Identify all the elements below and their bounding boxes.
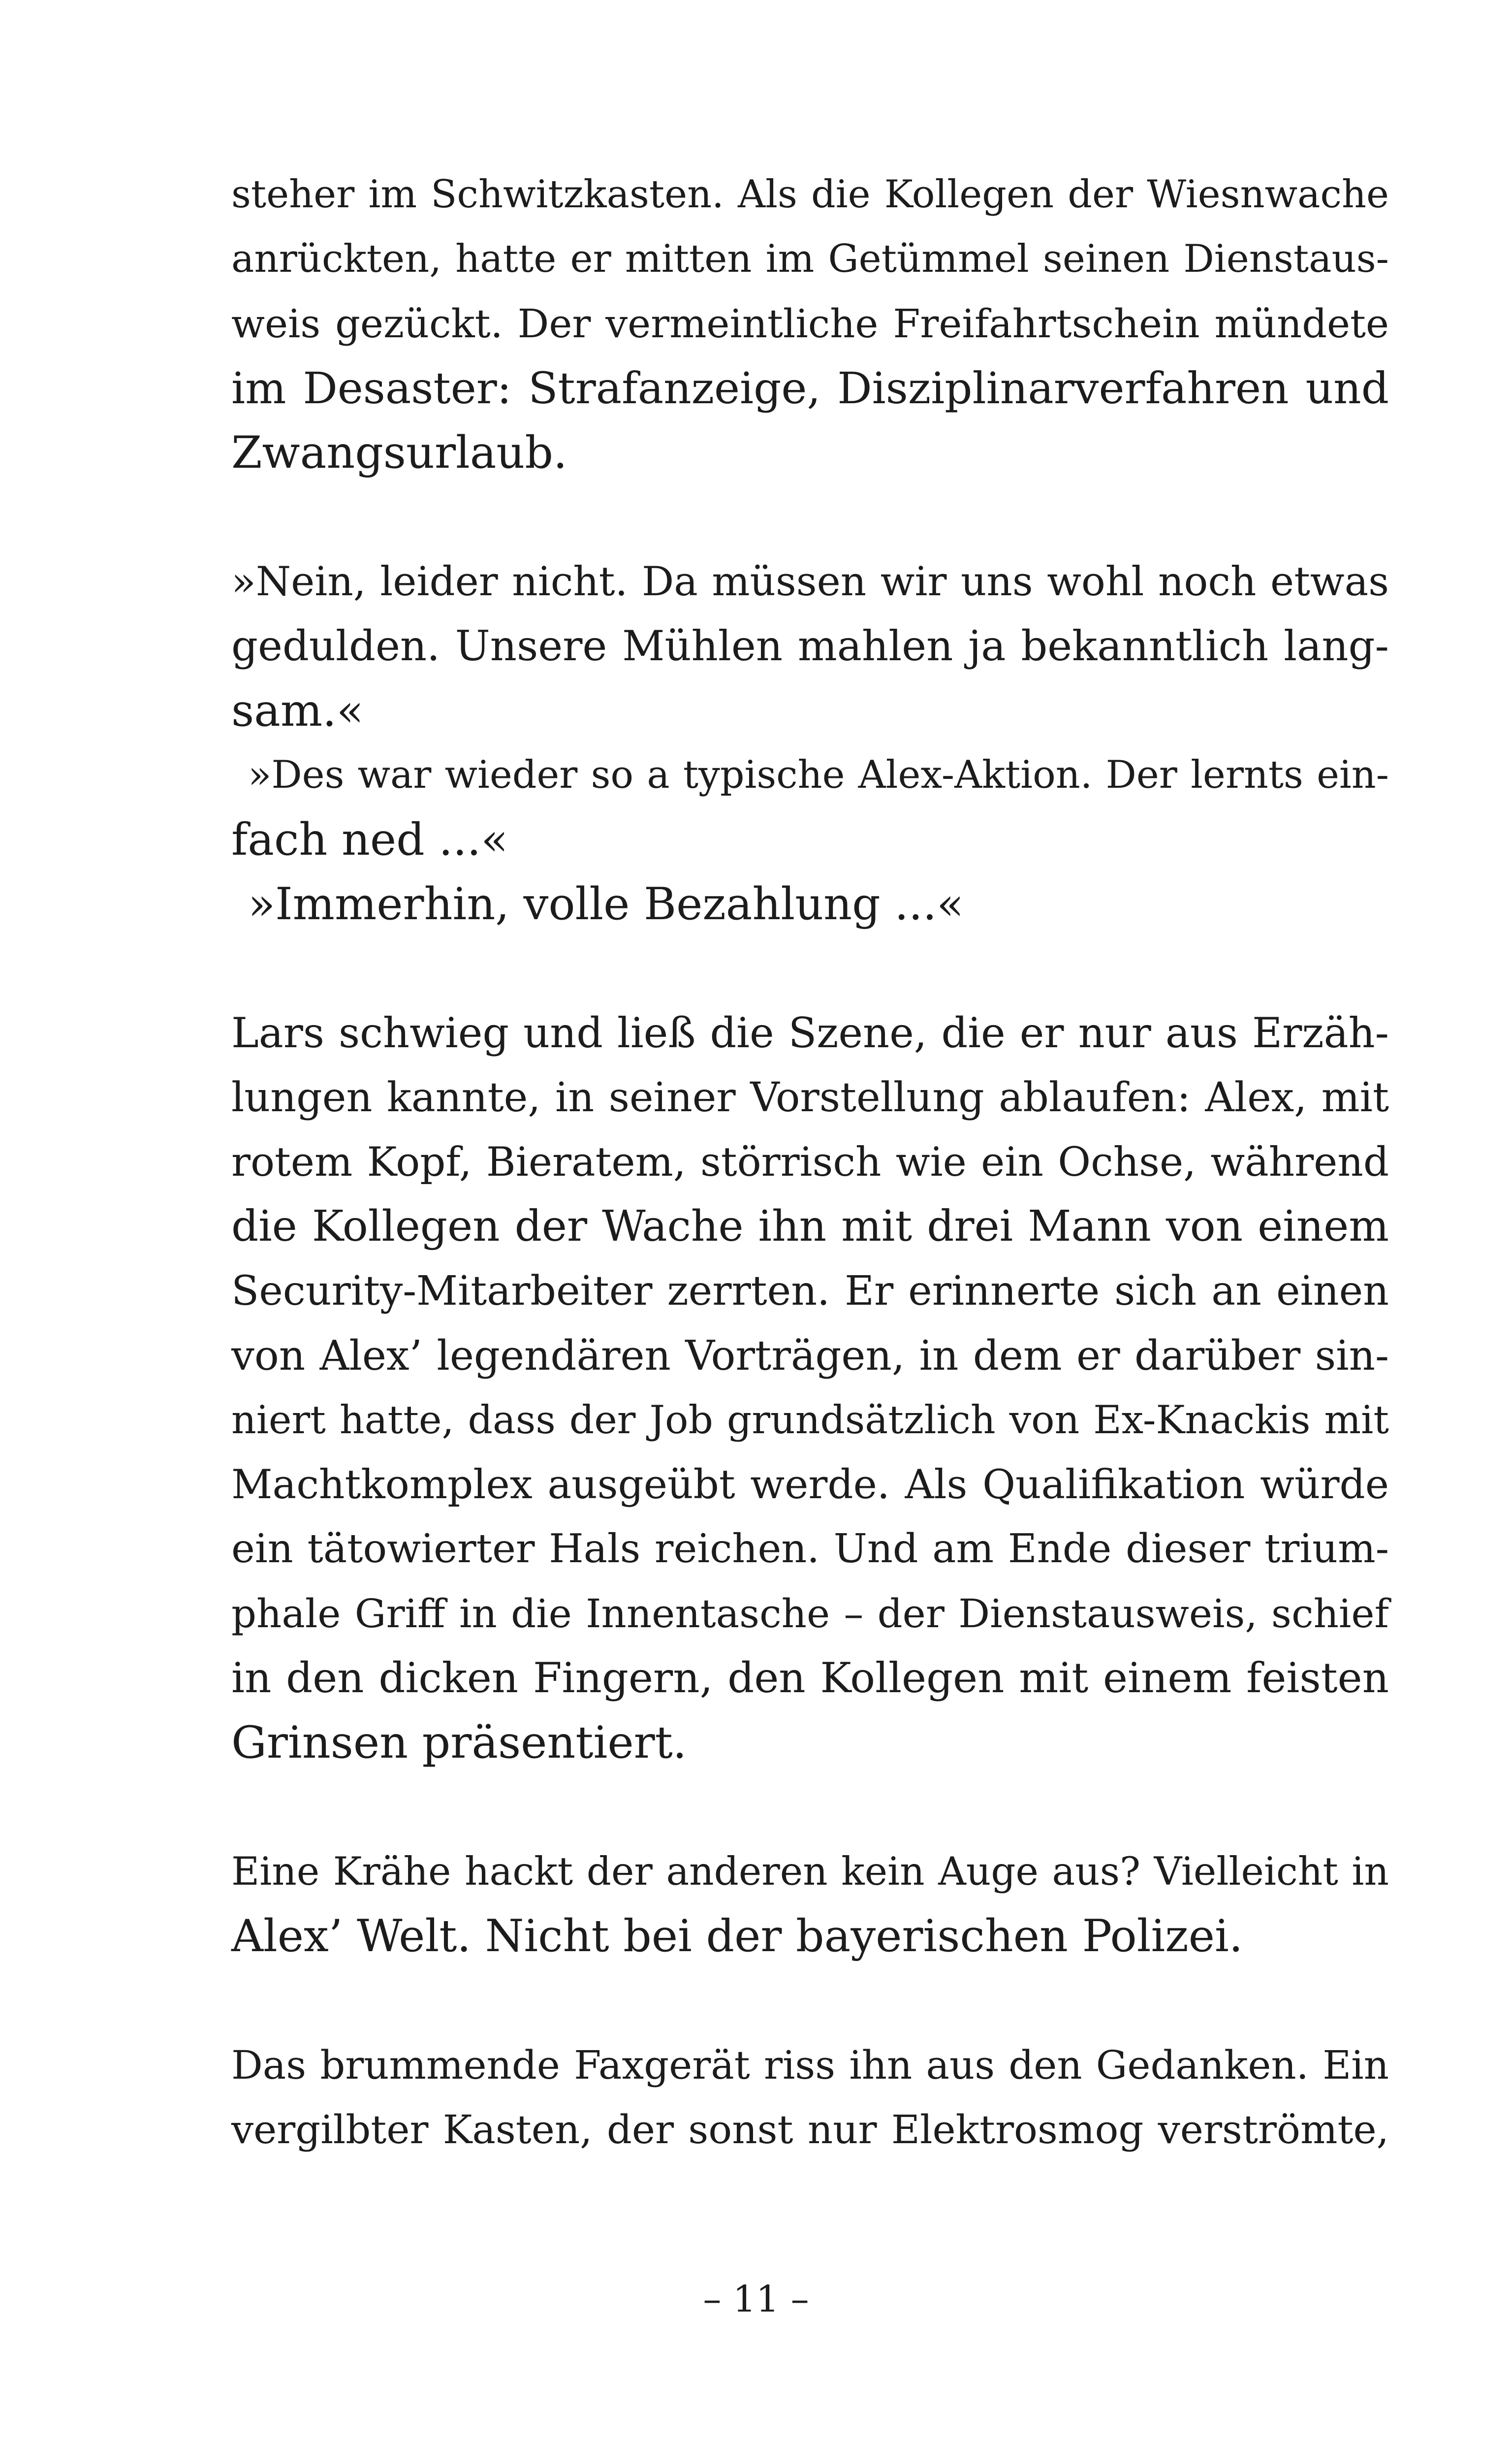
text-line: Lars schwieg und ließ die Szene, die er nur aus Erzäh- xyxy=(231,1009,1389,1057)
text-line: phale Griff in die Innentasche – der Dienstausweis, schief xyxy=(231,1591,1389,1637)
text-line: von Alex’ legendären Vorträgen, in dem er darüber sin- xyxy=(231,1332,1389,1380)
paragraph xyxy=(231,549,1389,936)
text-line: Zwangsurlaub. xyxy=(231,427,567,479)
paragraph xyxy=(231,1839,1389,1968)
paragraph-gap xyxy=(231,485,1389,549)
text-line: die Kollegen der Wache ihn mit drei Mann von einem xyxy=(231,1202,1389,1251)
text-line: »Immerhin, volle Bezahlung ...« xyxy=(248,878,964,930)
paragraph xyxy=(231,1001,1389,1775)
text-line: im Desaster: Strafanzeige, Disziplinarverfahren und xyxy=(231,363,1389,414)
text-line: fach ned ...« xyxy=(231,814,508,866)
text-line: sam.« xyxy=(231,685,364,737)
text-line: gedulden. Unsere Mühlen mahlen ja bekanntlich lang- xyxy=(231,622,1389,670)
paragraph-gap xyxy=(231,1775,1389,1839)
paragraph-gap xyxy=(231,1968,1389,2033)
text-line: vergilbter Kasten, der sonst nur Elektrosmog verströmte, xyxy=(231,2107,1389,2153)
page-number: – 11 – xyxy=(703,2278,809,2320)
text-line: weis gezückt. Der vermeintliche Freifahrtschein mündete xyxy=(231,301,1389,347)
text-line: »Des war wieder so a typische Alex-Aktion. Der lernts ein- xyxy=(248,753,1389,797)
text-line: Das brummende Faxgerät riss ihn aus den Gedanken. Ein xyxy=(231,2042,1389,2088)
body-text xyxy=(231,162,1389,2162)
paragraph-gap xyxy=(231,936,1389,1001)
text-line: steher im Schwitzkasten. Als die Kollegen der Wiesnwache xyxy=(231,172,1389,217)
text-line: Alex’ Welt. Nicht bei der bayerischen Polizei. xyxy=(231,1910,1243,1962)
paragraph xyxy=(231,162,1389,485)
text-line: anrückten, hatte er mitten im Getümmel seinen Dienstaus- xyxy=(231,237,1389,281)
text-line: Security-Mitarbeiter zerrten. Er erinnerte sich an einen xyxy=(231,1268,1389,1315)
text-line: lungen kannte, in seiner Vorstellung ablaufen: Alex, mit xyxy=(231,1074,1389,1121)
text-line: in den dicken Fingern, den Kollegen mit einem feisten xyxy=(231,1654,1389,1702)
text-line: Eine Krähe hackt der anderen kein Auge aus? Vielleicht in xyxy=(231,1849,1389,1894)
text-line: niert hatte, dass der Job grundsätzlich von Ex-Knackis mit xyxy=(231,1397,1389,1443)
text-line: »Nein, leider nicht. Da müssen wir uns wohl noch etwas xyxy=(231,558,1389,605)
text-line: Grinsen präsentiert. xyxy=(231,1717,687,1768)
paragraph xyxy=(231,2033,1389,2162)
text-line: ein tätowierter Hals reichen. Und am Ende dieser trium- xyxy=(231,1526,1389,1572)
text-line: Machtkomplex ausgeübt werde. Als Qualifikation würde xyxy=(231,1461,1389,1508)
text-line: rotem Kopf, Bieratem, störrisch wie ein Ochse, während xyxy=(231,1139,1389,1186)
